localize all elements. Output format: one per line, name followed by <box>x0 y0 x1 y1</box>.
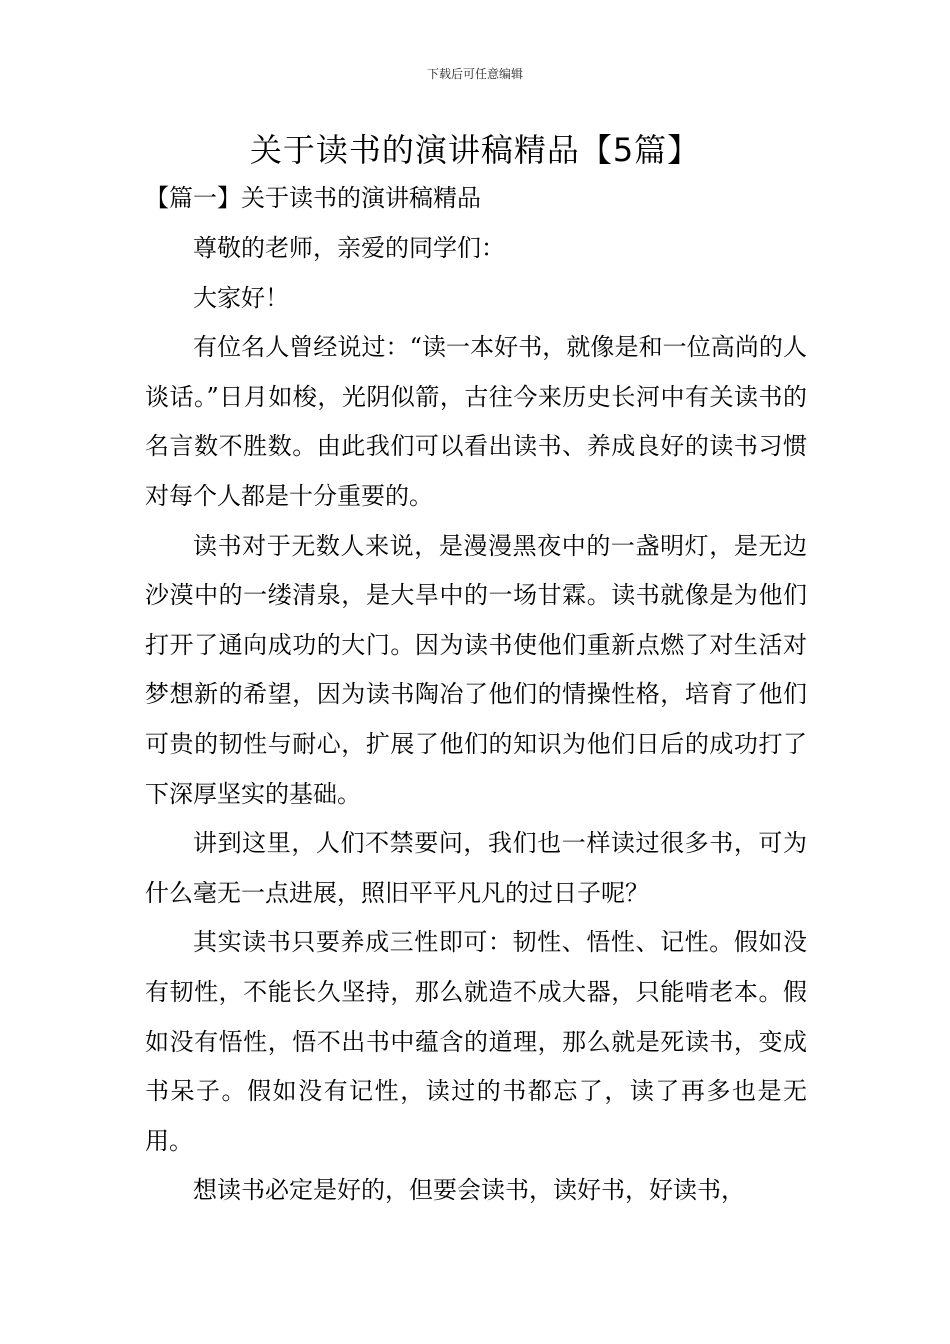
paragraph: 想读书必定是好的，但要会读书，读好书，好读书， <box>193 1176 745 1205</box>
paragraph: 其实读书只要养成三性即可：韧性、悟性、记性。假如没有韧性，不能长久坚持，那么就造不成大器，只能啃老本。假如没有悟性，悟不出书中蕴含的道理，那么就是死读书，变成书呆子。假如没有记性，读过的书都忘了，读了再多也是无用。 <box>145 928 807 1155</box>
header-note: 下载后可任意编辑 <box>426 67 523 81</box>
paragraph: 讲到这里，人们不禁要问，我们也一样读过很多书，可为什么毫无一点进展，照旧平平凡凡的过日子呢？ <box>145 829 807 907</box>
paragraph: 有位名人曾经说过：“读一本好书，就像是和一位高尚的人谈话。”日月如梭，光阴似箭，古往今来历史长河中有关读书的名言数不胜数。由此我们可以看出读书、养成良好的读书习惯对每个人都是十分重要的。 <box>145 333 807 510</box>
document-body <box>145 224 807 1216</box>
document-title: 关于读书的演讲稿精品【5篇】 <box>249 131 701 169</box>
paragraph-salutation: 尊敬的老师，亲爱的同学们： <box>193 234 505 262</box>
paragraph: 读书对于无数人来说，是漫漫黑夜中的一盏明灯，是无边沙漠中的一缕清泉，是大旱中的一场甘霖。读书就像是为他们打开了通向成功的大门。因为读书使他们重新点燃了对生活对梦想新的希望，因为读书陶冶了他们的情操性格，培育了他们可贵的韧性与耐心，扩展了他们的知识为他们日后的成功打了下深厚坚实的基础。 <box>145 531 807 808</box>
section-heading: 【篇一】关于读书的演讲稿精品 <box>145 184 481 212</box>
paragraph-greeting: 大家好！ <box>193 283 289 312</box>
